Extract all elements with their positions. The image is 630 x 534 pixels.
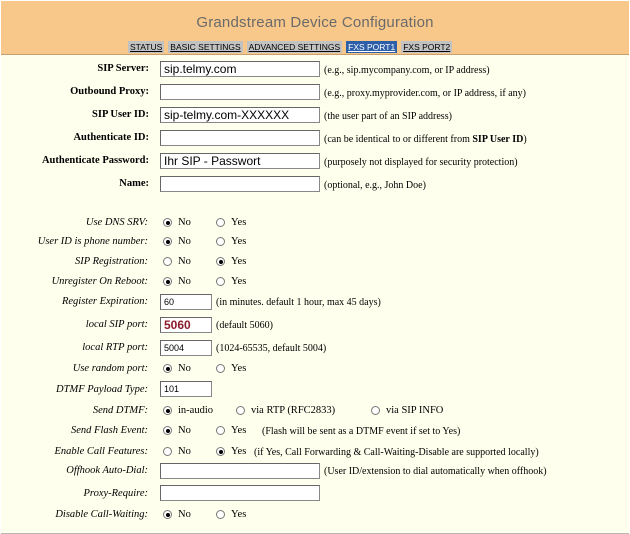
user-id-phone-yes-radio[interactable]: Yes — [216, 236, 246, 247]
use-random-port-label: Use random port: — [72, 363, 148, 374]
proxy-require-label: Proxy-Require: — [83, 488, 148, 499]
local-rtp-port-hint: (1024-65535, default 5004) — [216, 343, 327, 354]
register-expiration-input[interactable] — [160, 294, 212, 310]
send-flash-event-hint: (Flash will be sent as a DTMF event if set to Yes) — [262, 426, 461, 437]
radio-dot-icon — [216, 426, 225, 435]
authenticate-password-input[interactable] — [160, 153, 320, 169]
radio-dot-icon — [163, 406, 172, 415]
local-sip-port-label: local SIP port: — [85, 319, 148, 330]
sip-user-id-input[interactable] — [160, 107, 320, 123]
page-title: Grandstream Device Configuration — [196, 14, 434, 31]
sip-user-id-label: SIP User ID: — [92, 109, 149, 120]
radio-dot-icon — [163, 257, 172, 266]
sip-server-label: SIP Server: — [97, 63, 149, 74]
radio-dot-icon — [371, 406, 380, 415]
radio-dot-icon — [236, 406, 245, 415]
local-rtp-port-input[interactable] — [160, 340, 212, 356]
outbound-proxy-input[interactable] — [160, 84, 320, 100]
send-dtmf-rtp-radio[interactable]: via RTP (RFC2833) — [236, 405, 335, 416]
use-random-port-no-radio[interactable]: No — [163, 363, 191, 374]
authenticate-id-hint: (can be identical to or different from SIP User ID) — [324, 134, 527, 145]
enable-call-features-no-radio[interactable]: No — [163, 446, 191, 457]
disable-call-waiting-yes-radio[interactable]: Yes — [216, 509, 246, 520]
radio-dot-icon — [216, 277, 225, 286]
radio-dot-icon — [163, 237, 172, 246]
authenticate-id-input[interactable] — [160, 130, 320, 146]
authenticate-password-label: Authenticate Password: — [41, 155, 149, 166]
authenticate-password-hint: (purposely not displayed for security protection) — [324, 157, 518, 168]
name-hint: (optional, e.g., John Doe) — [324, 180, 426, 191]
tab-fxs-port2[interactable]: FXS PORT2 — [403, 42, 451, 52]
disable-call-waiting-no-radio[interactable]: No — [163, 509, 191, 520]
radio-dot-icon — [216, 510, 225, 519]
sip-registration-yes-radio[interactable]: Yes — [216, 256, 246, 267]
use-dns-srv-label: Use DNS SRV: — [85, 217, 148, 228]
tab-fxs-port1[interactable]: FXS PORT1 — [348, 42, 396, 52]
send-dtmf-label: Send DTMF: — [92, 405, 148, 416]
radio-dot-icon — [163, 364, 172, 373]
radio-dot-icon — [163, 510, 172, 519]
local-rtp-port-label: local RTP port: — [82, 342, 148, 353]
unregister-on-reboot-label: Unregister On Reboot: — [51, 276, 148, 287]
offhook-auto-dial-input[interactable] — [160, 463, 320, 479]
use-dns-srv-yes-radio[interactable]: Yes — [216, 217, 246, 228]
radio-dot-icon — [216, 364, 225, 373]
tab-advanced-settings[interactable]: ADVANCED SETTINGS — [248, 42, 341, 52]
radio-dot-icon — [163, 426, 172, 435]
radio-dot-icon — [216, 447, 225, 456]
tab-status[interactable]: STATUS — [130, 42, 163, 52]
unregister-on-reboot-yes-radio[interactable]: Yes — [216, 276, 246, 287]
authenticate-id-label: Authenticate ID: — [73, 132, 149, 143]
outbound-proxy-label: Outbound Proxy: — [70, 86, 149, 97]
send-dtmf-sip-info-radio[interactable]: via SIP INFO — [371, 405, 443, 416]
sip-registration-no-radio[interactable]: No — [163, 256, 191, 267]
user-id-phone-no-radio[interactable]: No — [163, 236, 191, 247]
name-label: Name: — [119, 178, 149, 189]
disable-call-waiting-label: Disable Call-Waiting: — [55, 509, 148, 520]
send-flash-event-yes-radio[interactable]: Yes — [216, 425, 246, 436]
enable-call-features-yes-radio[interactable]: Yes — [216, 446, 246, 457]
send-dtmf-in-audio-radio[interactable]: in-audio — [163, 405, 213, 416]
sip-server-hint: (e.g., sip.mycompany.com, or IP address) — [324, 65, 490, 76]
register-expiration-hint: (in minutes. default 1 hour, max 45 days) — [216, 297, 381, 308]
local-sip-port-input[interactable] — [160, 317, 212, 333]
sip-user-id-hint: (the user part of an SIP address) — [324, 111, 452, 122]
use-dns-srv-no-radio[interactable]: No — [163, 217, 191, 228]
tab-basic-settings[interactable]: BASIC SETTINGS — [170, 42, 241, 52]
enable-call-features-hint: (if Yes, Call Forwarding & Call-Waiting-Disable are supported locally) — [254, 447, 539, 458]
radio-dot-icon — [163, 447, 172, 456]
radio-dot-icon — [216, 257, 225, 266]
proxy-require-input[interactable] — [160, 485, 320, 501]
user-id-is-phone-number-label: User ID is phone number: — [37, 236, 148, 247]
tab-bar — [128, 41, 456, 54]
radio-dot-icon — [216, 237, 225, 246]
sip-server-input[interactable] — [160, 61, 320, 77]
send-flash-event-no-radio[interactable]: No — [163, 425, 191, 436]
send-flash-event-label: Send Flash Event: — [71, 425, 148, 436]
dtmf-payload-type-label: DTMF Payload Type: — [56, 384, 148, 395]
radio-dot-icon — [163, 218, 172, 227]
offhook-auto-dial-label: Offhook Auto-Dial: — [66, 465, 148, 476]
register-expiration-label: Register Expiration: — [61, 296, 148, 307]
radio-dot-icon — [163, 277, 172, 286]
settings-form — [1, 55, 629, 533]
offhook-auto-dial-hint: (User ID/extension to dial automatically when offhook) — [324, 466, 547, 477]
sip-registration-label: SIP Registration: — [74, 256, 148, 267]
local-sip-port-hint: (default 5060) — [216, 320, 273, 331]
enable-call-features-label: Enable Call Features: — [54, 446, 148, 457]
dtmf-payload-type-input[interactable] — [160, 381, 212, 397]
outbound-proxy-hint: (e.g., proxy.myprovider.com, or IP address, if any) — [324, 88, 526, 99]
unregister-on-reboot-no-radio[interactable]: No — [163, 276, 191, 287]
use-random-port-yes-radio[interactable]: Yes — [216, 363, 246, 374]
radio-dot-icon — [216, 218, 225, 227]
name-input[interactable] — [160, 176, 320, 192]
